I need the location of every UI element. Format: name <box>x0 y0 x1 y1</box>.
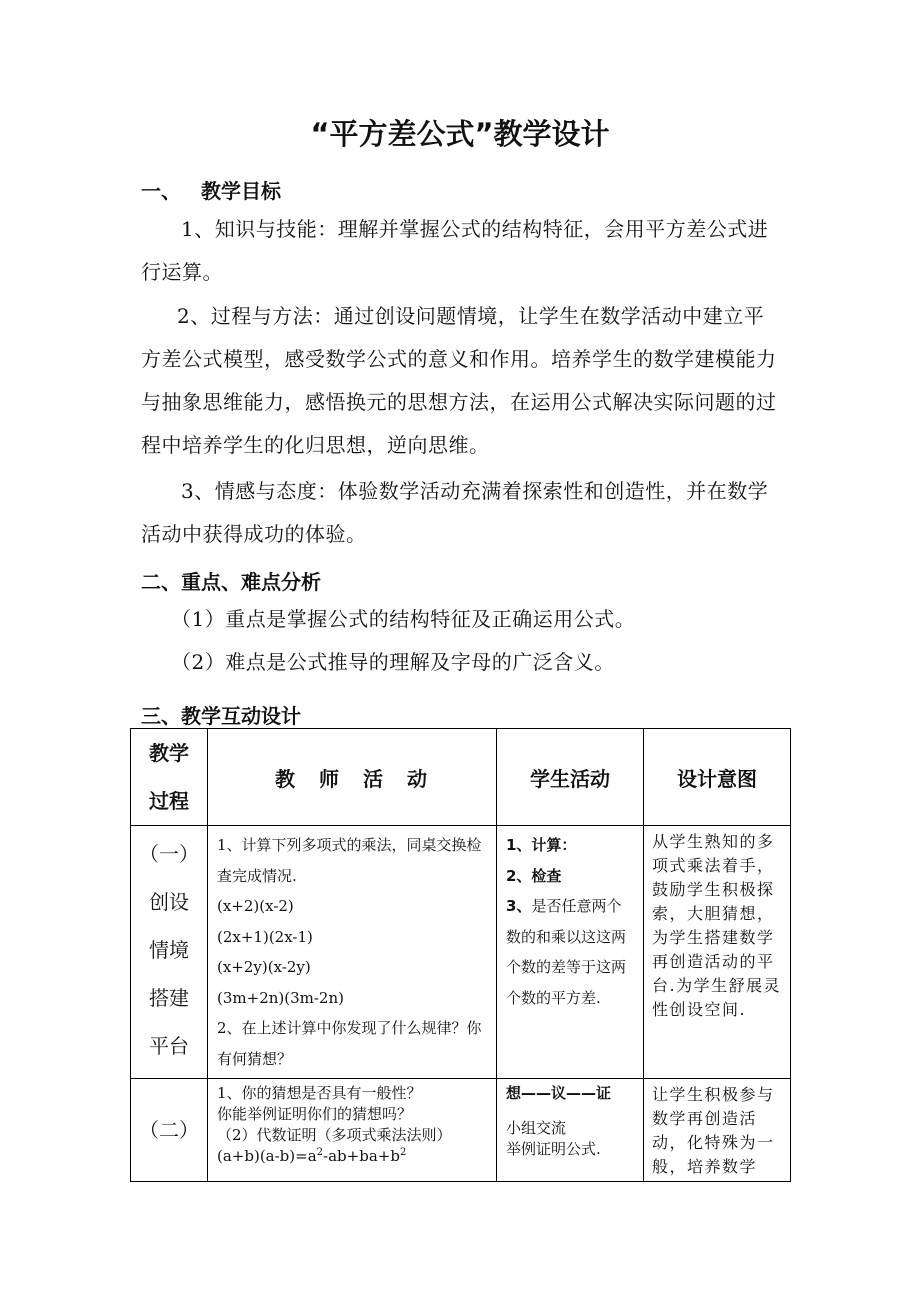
process-cell: （二） <box>131 1079 208 1182</box>
objective-paragraph-2: 2、过程与方法：通过创设问题情境，让学生在数学活动中建立平方差公式模型，感受数学公式的意义和作用。培养学生的数学建模能力与抽象思维能力，感悟换元的思想方法，在运用公式解决实际问题的过程中培养学生的化归思想，逆向思维。 <box>141 304 777 457</box>
teacher-activity-cell: 1、计算下列多项式的乘法，同桌交换检查完成情况. (x+2)(x-2) (2x+1)(2x-1) (x+2y)(x-2y) (3m+2n)(3m-2n) 2、在上述计算中你发现了什么规律？你有何猜想？ <box>208 826 497 1079</box>
section-heading-3: 三、教学互动设计 <box>141 704 301 728</box>
table-header-row <box>131 729 791 826</box>
header-student: 学生活动 <box>497 729 644 826</box>
objective-paragraph-3: 3、情感与态度：体验数学活动充满着探索性和创造性，并在数学活动中获得成功的体验。 <box>141 479 769 546</box>
table-row <box>131 826 791 1079</box>
process-cell: （一） 创设 情境 搭建 平台 <box>131 826 208 1079</box>
header-teacher: 教 师 活 动 <box>208 729 497 826</box>
document-title: “平方差公式”教学设计 <box>310 117 610 151</box>
header-intent: 设计意图 <box>644 729 791 826</box>
student-activity-cell: 1、计算： 2、检查 3、是否任意两个数的和乘以这这两个数的差等于这两个数的平方差. <box>497 826 644 1079</box>
student-activity-cell: 想——议——证 小组交流 举例证明公式. <box>497 1079 644 1182</box>
design-intent-cell: 从学生熟知的多项式乘法着手，鼓励学生积极探索，大胆猜想，为学生搭建数学再创造活动的平台.为学生舒展灵性创设空间. <box>644 826 791 1079</box>
section-heading-2: 二、重点、难点分析 <box>141 570 321 594</box>
key-point-2: （2）难点是公式推导的理解及字母的广泛含义。 <box>171 650 615 674</box>
header-process: 教学 过程 <box>131 729 208 826</box>
objective-paragraph-1: 1、知识与技能：理解并掌握公式的结构特征，会用平方差公式进行运算。 <box>141 217 769 284</box>
section-heading-1: 一、 教学目标 <box>141 179 281 203</box>
table-row <box>131 1079 791 1182</box>
interaction-design-table <box>130 728 791 1182</box>
key-point-1: （1）重点是掌握公式的结构特征及正确运用公式。 <box>171 607 636 631</box>
teacher-activity-cell: 1、你的猜想是否具有一般性？ 你能举例证明你们的猜想吗？ （2）代数证明（多项式乘法法则） $(a+b)(a-b)=a^2-ab+ba+b^2$ <box>208 1079 497 1182</box>
design-intent-cell: 让学生积极参与数学再创造活动，化特殊为一般，培养数学 <box>644 1079 791 1182</box>
